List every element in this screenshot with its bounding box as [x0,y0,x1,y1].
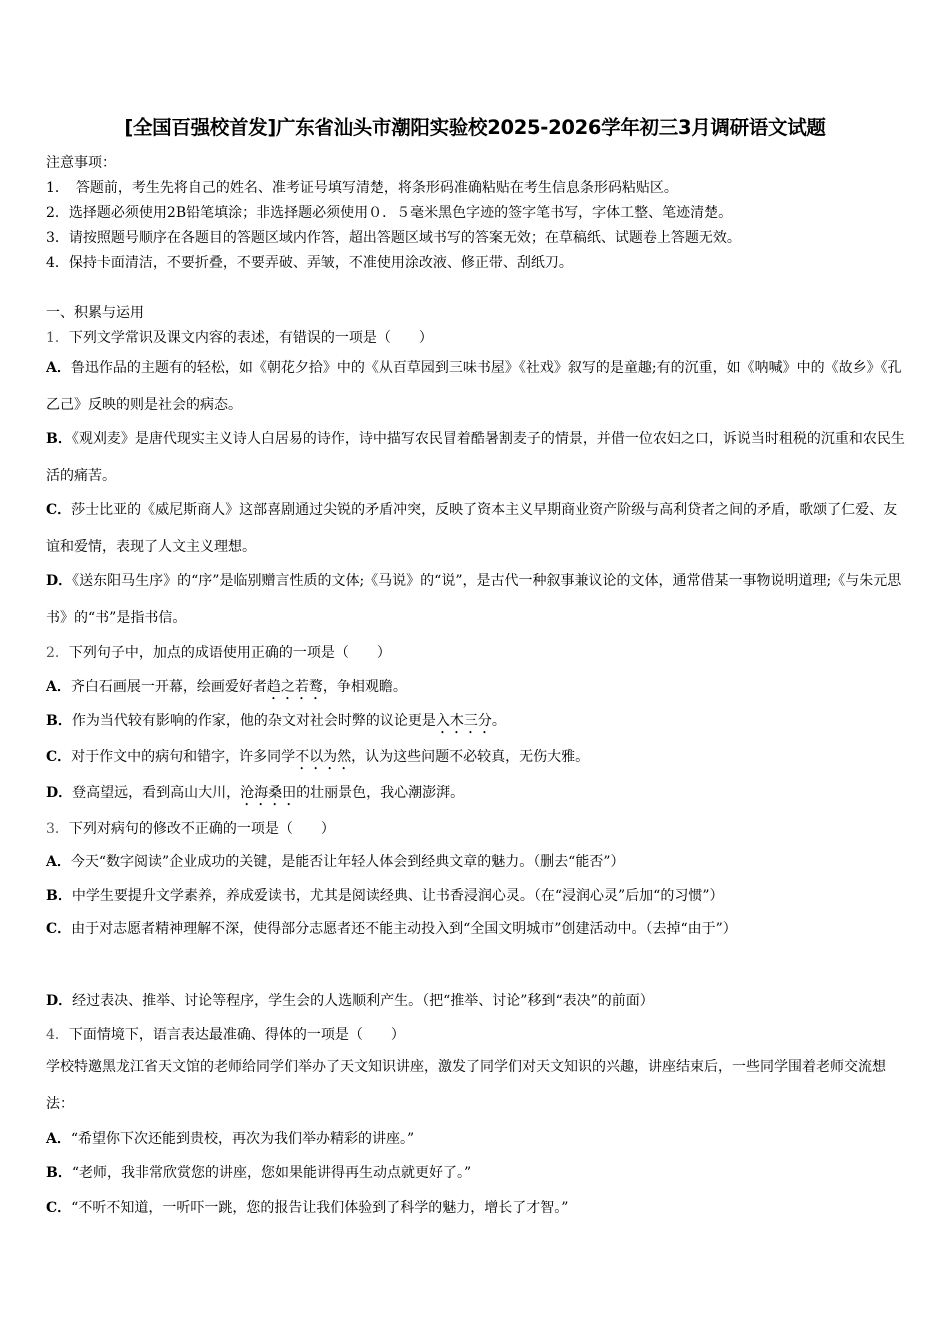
option-label: A． [46,679,71,695]
question-1-stem [46,327,433,347]
option-text: “不听不知道，一听吓一跳，您的报告让我们体验到了科学的魅力，增长了才智。” [71,1200,569,1216]
option-text: “老师，我非常欣赏您的讲座，您如果能讲得再生动点就更好了。” [71,1165,472,1181]
question-4-stem [46,1024,405,1044]
q2-option-d [46,782,464,809]
section-heading: 一、积累与运用 [46,305,144,321]
option-text: 的壮丽景色，我心潮澎湃。 [296,785,465,801]
dotted-idiom: 沧海桑田 [240,785,297,801]
option-text: “希望你下次还能到贵校，再次为我们举办精彩的讲座。” [70,1131,415,1147]
question-text: 下列句子中，加点的成语使用正确的一项是（ ） [68,645,391,661]
dotted-idiom: 趋之若鹜 [266,679,323,695]
option-text: 经过表决、推举、讨论等程序，学生会的人选顺利产生。（把“推举、讨论”移到“表决”的前面） [72,993,654,1009]
notice-item-4: 4．保持卡面清洁，不要折叠，不要弄破、弄皱，不准使用涂改液、修正带、刮纸刀。 [46,255,573,271]
notice-item-3: 3．请按照题号顺序在各题目的答题区域内作答，超出答题区域书写的答案无效；在草稿纸、试题卷上答题无效。 [46,230,741,246]
option-label: D． [46,573,73,589]
option-text: 莎士比亚的《威尼斯商人》这部喜剧通过尖锐的矛盾冲突，反映了资本主义早期商业资产阶级与高利贷者之间的矛盾，歌颂了仁爱、友谊和爱情，表现了人文主义理想。 [46,502,898,555]
q2-option-c [46,746,589,773]
question-number: 2． [46,645,69,661]
option-label: B． [46,888,72,904]
option-label: D． [46,993,73,1009]
option-text: 作为当代较有影响的作家，他的杂文对社会时弊的议论更是 [71,713,436,729]
option-text: ，争相观瞻。 [322,679,407,695]
notice-item-2: 2．选择题必须使用2B铅笔填涂；非选择题必须使用０．５毫米黑色字迹的签字笔书写，字体工整、笔迹清楚。 [46,205,733,221]
dotted-idiom: 入木三分 [435,713,492,729]
question-text: 下面情境下，语言表达最准确、得体的一项是（ ） [68,1027,405,1043]
option-text: 今天“数字阅读”企业成功的关键，是能否让年轻人体会到经典文章的魅力。（删去“能否”） [70,854,625,870]
q1-option-c [46,492,906,566]
q4-option-c [46,1197,568,1217]
option-text: 登高望远，看到高山大川， [72,785,241,801]
notice-heading: 注意事项： [46,155,116,171]
option-label: C． [46,749,72,765]
option-label: D． [46,785,73,801]
option-text: 《观刈麦》是唐代现实主义诗人白居易的诗作，诗中描写农民冒着酷暑割麦子的情景，并借一位农妇之口，诉说当时租税的沉重和农民生活的痛苦。 [46,431,905,484]
question-number: 1． [46,330,69,346]
question-text: 下列对病句的修改不正确的一项是（ ） [68,821,335,837]
q3-option-c [46,911,906,948]
q1-option-b [46,421,906,495]
option-label: C． [46,502,72,518]
option-label: C． [46,921,72,937]
dotted-idiom: 不以为然 [295,749,352,765]
question-3-stem [46,818,335,838]
question-number: 4． [46,1027,69,1043]
notice-item-1: 1． 答题前，考生先将自己的姓名、准考证号填写清楚，将条形码准确粘贴在考生信息条形码粘贴区。 [46,180,678,196]
option-label: B． [46,1165,72,1181]
option-text: 《送东阳马生序》的“序”是临别赠言性质的文体;《马说》的“说”，是古代一种叙事兼议论的文体，通常借某一事物说明道理;《与朱元思书》的“书”是指书信。 [46,573,902,626]
option-text: 对于作文中的病句和错字，许多同学 [71,749,296,765]
q1-option-d [46,563,906,637]
q2-option-a [46,676,407,703]
q4-option-a [46,1128,414,1148]
option-label: B． [46,431,72,447]
option-text: 鲁迅作品的主题有的轻松，如《朝花夕拾》中的《从百草园到三味书屋》《社戏》叙写的是童趣;有的沉重，如《呐喊》中的《故乡》《孔乙己》反映的则是社会的病态。 [46,360,902,413]
option-label: A． [46,854,71,870]
q3-option-a [46,851,625,871]
option-label: B． [46,713,72,729]
option-text: 齐白石画展一开幕，绘画爱好者 [70,679,267,695]
option-text: 。 [491,713,506,729]
option-text: ，认为这些问题不必较真，无伤大雅。 [351,749,590,765]
option-label: A． [46,1131,71,1147]
q4-context: 学校特邀黑龙江省天文馆的老师给同学们举办了天文知识讲座，激发了同学们对天文知识的兴趣，讲座结束后，一些同学围着老师交流想法： [46,1059,886,1112]
q3-option-d [46,990,654,1010]
option-text: 由于对志愿者精神理解不深，使得部分志愿者还不能主动投入到“全国文明城市”创建活动中。（去掉“由于”） [71,921,737,937]
option-text: 中学生要提升文学素养，养成爱读书，尤其是阅读经典、让书香浸润心灵。（在“浸润心灵”后加“的习惯”） [71,888,724,904]
q4-option-b [46,1162,471,1182]
question-text: 下列文学常识及课文内容的表述，有错误的一项是（ ） [68,330,433,346]
q1-option-a [46,350,906,424]
option-label: A． [46,360,71,376]
q2-option-b [46,710,506,737]
option-label: C． [46,1200,72,1216]
q3-option-b [46,885,723,905]
page-title: [全国百强校首发]广东省汕头市潮阳实验校2025-2026学年初三3月调研语文试题 [124,116,826,139]
question-number: 3． [46,821,69,837]
question-2-stem [46,642,391,662]
